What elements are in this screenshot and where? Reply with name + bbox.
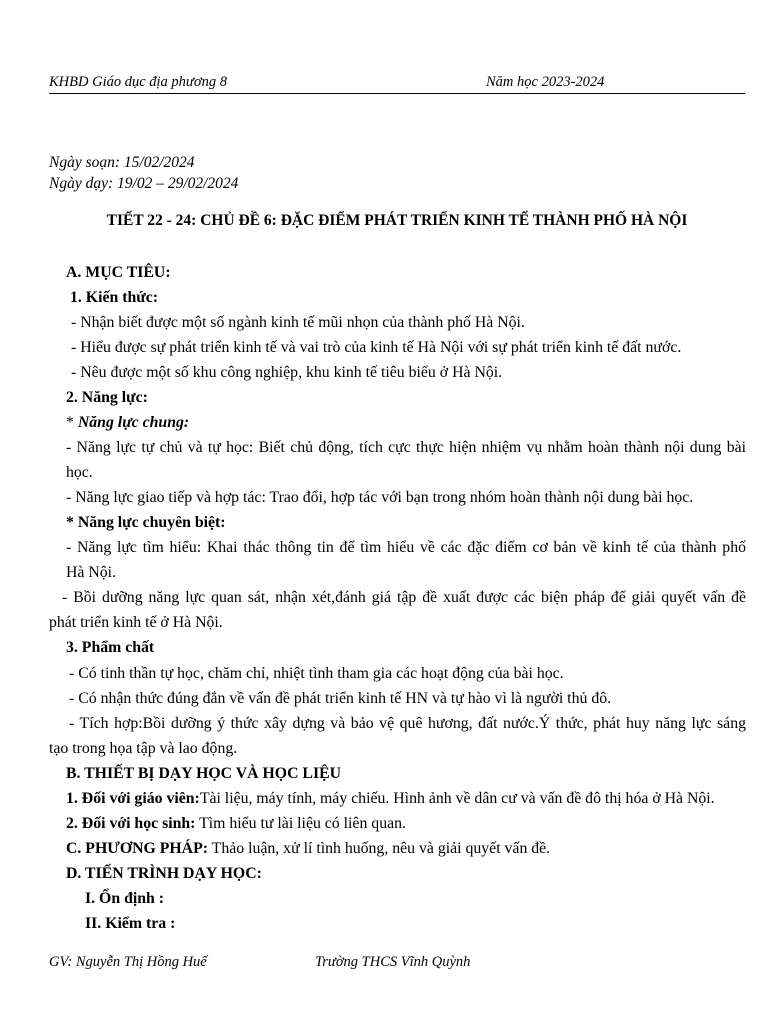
date-taught: Ngày dạy: 19/02 – 29/02/2024 [49,175,239,192]
bullet-marker: * [66,414,78,431]
specific-competence-item: phát triển kinh tế ở Hà Nội. [49,614,223,631]
quality-item: tạo trong họa tập và lao động. [49,740,238,757]
section-a-heading: A. MỤC TIÊU: [66,264,171,281]
specific-competence-heading: * Năng lực chuyên biệt: [66,514,226,531]
teacher-materials-label: 1. Đối với giáo viên: [66,790,200,807]
knowledge-item: - Nhận biết được một số ngành kinh tế mũi nhọn của thành phố Hà Nội. [71,314,525,331]
section-d-item: II. Kiểm tra : [85,915,176,932]
teacher-materials [66,789,715,809]
general-competence-heading [66,413,189,433]
header-divider [49,93,745,94]
section-b-heading: B. THIẾT BỊ DẠY HỌC VÀ HỌC LIỆU [66,765,342,782]
section-c-label: C. PHƯƠNG PHÁP: [66,840,209,857]
quality-item: - Có tinh thần tự học, chăm chỉ, nhiệt tình tham gia các hoạt động của bài học. [69,665,564,682]
quality-heading: 3. Phẩm chất [66,639,155,656]
knowledge-item: - Hiểu được sự phát triển kinh tế và vai trò của kinh tế Hà Nội với sự phát triển kinh tế đất nước. [71,339,682,356]
date-prepared: Ngày soạn: 15/02/2024 [49,154,195,171]
student-materials-text: Tìm hiểu tư lài liệu có liên quan. [195,815,406,832]
student-materials [66,814,406,834]
student-materials-label: 2. Đối với học sinh: [66,815,196,832]
section-d-item: I. Ổn định : [85,890,165,907]
knowledge-item: - Nêu được một số khu công nghiệp, khu kinh tế tiêu biểu ở Hà Nội. [71,364,503,381]
section-c [66,839,550,859]
lesson-title: TIẾT 22 - 24: CHỦ ĐỀ 6: ĐẶC ĐIỂM PHÁT TRIỂN KINH TẾ THÀNH PHỐ HÀ NỘI [106,212,688,229]
competence-heading: 2. Năng lực: [66,389,148,406]
header-school-year: Năm học 2023-2024 [486,74,605,90]
quality-item: - Tích hợp:Bồi dưỡng ý thức xây dựng và bảo vệ quê hương, đất nước.Ý thức, phát huy năng lực sáng [69,715,746,732]
general-competence-label: Năng lực chung: [77,414,190,431]
general-competence-item: - Năng lực tự chủ và tự học: Biết chủ động, tích cực thực hiện nhiệm vụ nhằm hoàn thành nội dung bài [66,439,746,456]
footer-school: Trường THCS Vĩnh Quỳnh [315,954,471,970]
quality-item: - Có nhận thức đúng đắn về vấn đề phát triển kinh tế HN và tự hào vì là người thủ đô. [69,690,612,707]
general-competence-item: học. [66,464,93,481]
header-course: KHBD Giáo dục địa phương 8 [49,74,227,90]
specific-competence-item: - Bồi dưỡng năng lực quan sát, nhận xét,đánh giá tập đề xuất được các biện pháp để giải quyết vấn đề [62,589,746,606]
footer-teacher: GV: Nguyễn Thị Hồng Huế [49,954,207,970]
specific-competence-item: Hà Nội. [66,564,117,581]
section-c-text: Thảo luận, xử lí tình huống, nêu và giải quyết vấn đề. [208,840,551,857]
section-d-heading: D. TIẾN TRÌNH DẠY HỌC: [66,865,262,882]
knowledge-heading: 1. Kiến thức: [70,289,159,306]
teacher-materials-text: Tài liệu, máy tính, máy chiếu. Hình ảnh về dân cư và vấn đề đô thị hóa ở Hà Nội. [199,790,715,807]
specific-competence-item: - Năng lực tìm hiểu: Khai thác thông tin để tìm hiểu về các đặc điểm cơ bản về kinh tế của thành phố [66,539,746,556]
general-competence-item: - Năng lực giao tiếp và hợp tác: Trao đổi, hợp tác với bạn trong nhóm hoàn thành nội dung bài học. [66,489,694,506]
